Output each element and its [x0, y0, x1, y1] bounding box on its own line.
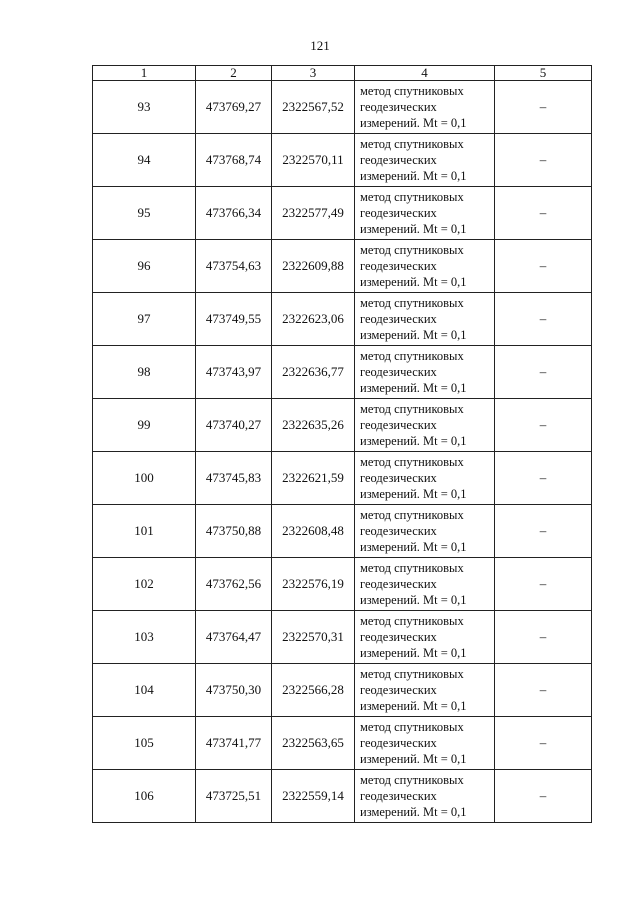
method-line: метод спутниковых: [360, 455, 464, 469]
y-coordinate-cell: 2322623,06: [272, 293, 355, 346]
point-number-cell: 99: [93, 399, 196, 452]
x-coordinate-cell: 473745,83: [196, 452, 272, 505]
method-line: геодезических: [360, 312, 437, 326]
table-row: [93, 346, 592, 399]
point-number-cell: 101: [93, 505, 196, 558]
method-line: метод спутниковых: [360, 243, 464, 257]
x-coordinate-cell: 473762,56: [196, 558, 272, 611]
y-coordinate-cell: 2322621,59: [272, 452, 355, 505]
method-line: геодезических: [360, 789, 437, 803]
x-coordinate-cell: 473743,97: [196, 346, 272, 399]
y-coordinate-cell: 2322566,28: [272, 664, 355, 717]
method-cell: [355, 81, 495, 134]
note-cell: –: [495, 664, 592, 717]
method-line: метод спутниковых: [360, 296, 464, 310]
column-header-2: 2: [196, 66, 272, 81]
note-cell: –: [495, 611, 592, 664]
method-line: геодезических: [360, 206, 437, 220]
method-line: геодезических: [360, 100, 437, 114]
column-header-1: 1: [93, 66, 196, 81]
x-coordinate-cell: 473768,74: [196, 134, 272, 187]
table-body: [93, 81, 592, 823]
method-line: метод спутниковых: [360, 561, 464, 575]
table-row: [93, 717, 592, 770]
method-cell: [355, 134, 495, 187]
x-coordinate-cell: 473725,51: [196, 770, 272, 823]
method-cell: [355, 558, 495, 611]
point-number-cell: 96: [93, 240, 196, 293]
method-line: измерений. Mt = 0,1: [360, 222, 467, 236]
method-line: измерений. Mt = 0,1: [360, 487, 467, 501]
table-row: [93, 558, 592, 611]
note-cell: –: [495, 240, 592, 293]
x-coordinate-cell: 473740,27: [196, 399, 272, 452]
note-cell: –: [495, 505, 592, 558]
x-coordinate-cell: 473741,77: [196, 717, 272, 770]
y-coordinate-cell: 2322559,14: [272, 770, 355, 823]
method-line: метод спутниковых: [360, 137, 464, 151]
method-line: метод спутниковых: [360, 402, 464, 416]
table-row: [93, 611, 592, 664]
method-cell: [355, 187, 495, 240]
method-line: метод спутниковых: [360, 190, 464, 204]
y-coordinate-cell: 2322563,65: [272, 717, 355, 770]
method-cell: [355, 717, 495, 770]
y-coordinate-cell: 2322635,26: [272, 399, 355, 452]
method-cell: [355, 399, 495, 452]
x-coordinate-cell: 473769,27: [196, 81, 272, 134]
y-coordinate-cell: 2322567,52: [272, 81, 355, 134]
page-number: 121: [310, 38, 330, 53]
method-line: метод спутниковых: [360, 614, 464, 628]
method-line: геодезических: [360, 153, 437, 167]
y-coordinate-cell: 2322570,11: [272, 134, 355, 187]
method-line: измерений. Mt = 0,1: [360, 169, 467, 183]
table-row: [93, 240, 592, 293]
point-number-cell: 98: [93, 346, 196, 399]
method-line: геодезических: [360, 365, 437, 379]
method-line: метод спутниковых: [360, 508, 464, 522]
method-line: измерений. Mt = 0,1: [360, 805, 467, 819]
note-cell: –: [495, 558, 592, 611]
method-line: метод спутниковых: [360, 720, 464, 734]
note-cell: –: [495, 717, 592, 770]
x-coordinate-cell: 473766,34: [196, 187, 272, 240]
method-cell: [355, 770, 495, 823]
point-number-cell: 105: [93, 717, 196, 770]
y-coordinate-cell: 2322636,77: [272, 346, 355, 399]
coordinates-table: [92, 65, 592, 823]
method-line: геодезических: [360, 259, 437, 273]
x-coordinate-cell: 473764,47: [196, 611, 272, 664]
method-line: метод спутниковых: [360, 84, 464, 98]
table-row: [93, 187, 592, 240]
point-number-cell: 94: [93, 134, 196, 187]
method-line: геодезических: [360, 630, 437, 644]
y-coordinate-cell: 2322609,88: [272, 240, 355, 293]
point-number-cell: 97: [93, 293, 196, 346]
method-cell: [355, 611, 495, 664]
method-line: измерений. Mt = 0,1: [360, 381, 467, 395]
column-header-3: 3: [272, 66, 355, 81]
method-cell: [355, 452, 495, 505]
point-number-cell: 93: [93, 81, 196, 134]
method-line: измерений. Mt = 0,1: [360, 646, 467, 660]
method-line: метод спутниковых: [360, 349, 464, 363]
method-line: измерений. Mt = 0,1: [360, 275, 467, 289]
point-number-cell: 104: [93, 664, 196, 717]
method-line: измерений. Mt = 0,1: [360, 593, 467, 607]
x-coordinate-cell: 473750,30: [196, 664, 272, 717]
point-number-cell: 102: [93, 558, 196, 611]
y-coordinate-cell: 2322570,31: [272, 611, 355, 664]
method-line: геодезических: [360, 418, 437, 432]
method-line: геодезических: [360, 471, 437, 485]
method-line: измерений. Mt = 0,1: [360, 699, 467, 713]
table-row: [93, 505, 592, 558]
method-cell: [355, 664, 495, 717]
x-coordinate-cell: 473750,88: [196, 505, 272, 558]
point-number-cell: 100: [93, 452, 196, 505]
method-line: измерений. Mt = 0,1: [360, 328, 467, 342]
method-line: измерений. Mt = 0,1: [360, 540, 467, 554]
x-coordinate-cell: 473754,63: [196, 240, 272, 293]
y-coordinate-cell: 2322608,48: [272, 505, 355, 558]
method-line: геодезических: [360, 524, 437, 538]
note-cell: –: [495, 134, 592, 187]
method-cell: [355, 240, 495, 293]
method-cell: [355, 505, 495, 558]
y-coordinate-cell: 2322577,49: [272, 187, 355, 240]
method-line: геодезических: [360, 683, 437, 697]
note-cell: –: [495, 346, 592, 399]
table-header-row: [93, 66, 592, 81]
table-row: [93, 664, 592, 717]
note-cell: –: [495, 399, 592, 452]
method-line: метод спутниковых: [360, 773, 464, 787]
column-header-5: 5: [495, 66, 592, 81]
table-row: [93, 770, 592, 823]
method-line: измерений. Mt = 0,1: [360, 116, 467, 130]
note-cell: –: [495, 452, 592, 505]
point-number-cell: 106: [93, 770, 196, 823]
table-row: [93, 134, 592, 187]
note-cell: –: [495, 187, 592, 240]
method-cell: [355, 346, 495, 399]
note-cell: –: [495, 770, 592, 823]
table-row: [93, 452, 592, 505]
point-number-cell: 95: [93, 187, 196, 240]
column-header-4: 4: [355, 66, 495, 81]
note-cell: –: [495, 293, 592, 346]
method-line: измерений. Mt = 0,1: [360, 434, 467, 448]
method-line: измерений. Mt = 0,1: [360, 752, 467, 766]
note-cell: –: [495, 81, 592, 134]
point-number-cell: 103: [93, 611, 196, 664]
x-coordinate-cell: 473749,55: [196, 293, 272, 346]
method-line: геодезических: [360, 736, 437, 750]
table-row: [93, 81, 592, 134]
method-line: метод спутниковых: [360, 667, 464, 681]
y-coordinate-cell: 2322576,19: [272, 558, 355, 611]
table-row: [93, 293, 592, 346]
table-row: [93, 399, 592, 452]
method-line: геодезических: [360, 577, 437, 591]
method-cell: [355, 293, 495, 346]
